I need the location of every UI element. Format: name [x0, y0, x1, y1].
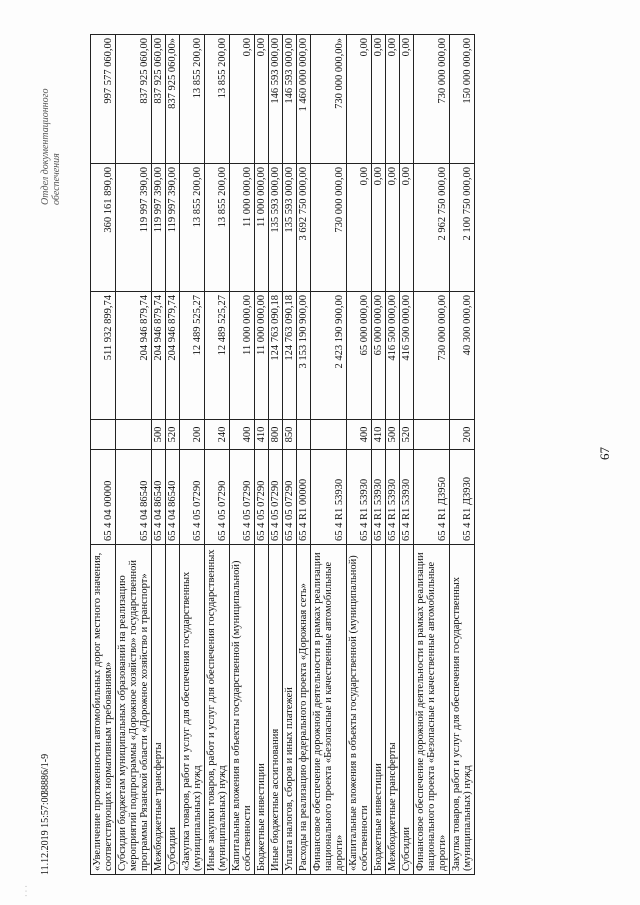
table-row — [283, 35, 297, 875]
row-value-2020-cell: 0,00 — [386, 164, 400, 292]
table-row — [311, 35, 347, 875]
row-code-cell: 65 4 04 86540 — [166, 450, 180, 545]
row-vr-cell — [311, 420, 347, 450]
row-vr-cell: 500 — [386, 420, 400, 450]
row-name-cell: Закупка товаров, работ и услуг для обеспечения государственных (муниципальных) нужд — [450, 545, 475, 875]
row-vr-cell: 410 — [372, 420, 386, 450]
row-value-2020-cell: 0,00 — [372, 164, 386, 292]
row-code-cell: 65 4 R1 53930 — [311, 450, 347, 545]
row-value-2019-cell: 12 489 525,27 — [205, 292, 230, 420]
row-value-2019-cell: 204 946 879,74 — [166, 292, 180, 420]
row-code-cell: 65 4 04 86540 — [116, 450, 152, 545]
footer-doc-code: 38886/1-9 — [40, 753, 51, 795]
row-name-cell: Иные закупки товаров, работ и услуг для обеспечения государственных (муниципальных) нужд — [205, 545, 230, 875]
row-value-2021-cell: 1 460 000 000,00 — [297, 35, 311, 164]
row-value-2019-cell: 730 000 000,00 — [414, 292, 450, 420]
row-value-2019-cell: 416 500 000,00 — [400, 292, 414, 420]
row-value-2019-cell: 416 500 000,00 — [386, 292, 400, 420]
row-value-2020-cell: 11 000 000,00 — [230, 164, 255, 292]
row-vr-cell — [91, 420, 116, 450]
row-value-2021-cell: 997 577 060,00 — [91, 35, 116, 164]
row-name-cell: Финансовое обеспечение дорожной деятельности в рамках реализации национального проекта «Безопасные и качественные автомобильные дороги» — [311, 545, 347, 875]
row-name-cell: Капитальные вложения в объекты государственной (муниципальной) собственности — [230, 545, 255, 875]
table-row — [166, 35, 180, 875]
row-value-2021-cell: 730 000 000,00 — [414, 35, 450, 164]
row-value-2019-cell: 2 423 190 900,00 — [311, 292, 347, 420]
table-row — [180, 35, 205, 875]
row-code-cell: 65 4 05 07290 — [255, 450, 269, 545]
row-value-2021-cell: 0,00 — [372, 35, 386, 164]
table-row — [205, 35, 230, 875]
row-value-2019-cell: 124 763 090,18 — [269, 292, 283, 420]
row-code-cell: 65 4 04 86540 — [152, 450, 166, 545]
row-value-2021-cell: 837 925 060,00 — [152, 35, 166, 164]
row-value-2020-cell: 360 161 890,00 — [91, 164, 116, 292]
table-row — [347, 35, 372, 875]
row-name-cell: Финансовое обеспечение дорожной деятельности в рамках реализации национального проекта «Безопасные и качественные автомобильные дороги» — [414, 545, 450, 875]
row-code-cell: 65 4 05 07290 — [205, 450, 230, 545]
row-vr-cell: 200 — [450, 420, 475, 450]
row-value-2019-cell: 511 932 899,74 — [91, 292, 116, 420]
row-value-2020-cell: 119 997 390,00 — [116, 164, 152, 292]
row-code-cell: 65 4 R1 53930 — [372, 450, 386, 545]
table-row — [372, 35, 386, 875]
row-vr-cell: 400 — [347, 420, 372, 450]
row-value-2021-cell: 730 000 000,00» — [311, 35, 347, 164]
office-stamp — [40, 88, 62, 205]
row-value-2019-cell: 3 153 190 900,00 — [297, 292, 311, 420]
table-row — [230, 35, 255, 875]
row-vr-cell: 520 — [166, 420, 180, 450]
table-row — [152, 35, 166, 875]
row-code-cell: 65 4 R1 53930 — [400, 450, 414, 545]
row-name-cell: «Увеличение протяженности автомобильных дорог местного значения, соответствующих нормативным требованиям» — [91, 545, 116, 875]
row-code-cell: 65 4 R1 53930 — [386, 450, 400, 545]
table-row — [297, 35, 311, 875]
table-row — [91, 35, 116, 875]
table-row — [450, 35, 475, 875]
row-vr-cell: 200 — [180, 420, 205, 450]
table-row — [414, 35, 450, 875]
row-name-cell: Субсидии бюджетам муниципальных образований на реализацию мероприятий подпрограммы «Дорожное хозяйство» государственной программы Рязанской области «Дорожное хозяйство и транспорт» — [116, 545, 152, 875]
row-vr-cell: 410 — [255, 420, 269, 450]
row-name-cell: Расходы на реализацию федерального проекта «Дорожная сеть» — [297, 545, 311, 875]
row-name-cell: Уплата налогов, сборов и иных платежей — [283, 545, 297, 875]
row-name-cell: «Закупка товаров, работ и услуг для обеспечения государственных (муниципальных) нужд — [180, 545, 205, 875]
row-value-2019-cell: 11 000 000,00 — [255, 292, 269, 420]
row-value-2021-cell: 0,00 — [386, 35, 400, 164]
row-value-2020-cell: 119 997 390,00 — [166, 164, 180, 292]
row-value-2021-cell: 0,00 — [400, 35, 414, 164]
stamp-line-2: обеспечения — [51, 153, 62, 205]
scan-mark: · · · — [22, 885, 31, 897]
row-name-cell: Межбюджетные трансферты — [152, 545, 166, 875]
row-name-cell: Бюджетные инвестиции — [255, 545, 269, 875]
row-vr-cell: 400 — [230, 420, 255, 450]
row-code-cell: 65 4 04 00000 — [91, 450, 116, 545]
row-code-cell: 65 4 R1 Д3950 — [414, 450, 450, 545]
row-name-cell: Субсидии — [400, 545, 414, 875]
row-value-2020-cell: 730 000 000,00 — [311, 164, 347, 292]
row-vr-cell: 520 — [400, 420, 414, 450]
row-value-2019-cell: 65 000 000,00 — [372, 292, 386, 420]
table-row — [400, 35, 414, 875]
row-name-cell: Иные бюджетные ассигнования — [269, 545, 283, 875]
row-value-2019-cell: 65 000 000,00 — [347, 292, 372, 420]
row-value-2021-cell: 13 855 200,00 — [180, 35, 205, 164]
row-value-2021-cell: 837 925 060,00 — [116, 35, 152, 164]
row-value-2020-cell: 0,00 — [400, 164, 414, 292]
stamp-line-1: Отдел документационного — [40, 88, 51, 205]
row-value-2019-cell: 204 946 879,74 — [152, 292, 166, 420]
row-code-cell: 65 4 05 07290 — [269, 450, 283, 545]
table-row — [116, 35, 152, 875]
row-vr-cell: 500 — [152, 420, 166, 450]
row-vr-cell — [116, 420, 152, 450]
row-name-cell: Бюджетные инвестиции — [372, 545, 386, 875]
row-value-2019-cell: 40 300 000,00 — [450, 292, 475, 420]
row-value-2021-cell: 13 855 200,00 — [205, 35, 230, 164]
row-value-2020-cell: 135 593 000,00 — [283, 164, 297, 292]
page-number: 67 — [597, 447, 612, 460]
row-value-2020-cell: 13 855 200,00 — [205, 164, 230, 292]
footer-timestamp: 11.12.2019 15:57:00 — [40, 792, 51, 875]
row-value-2021-cell: 0,00 — [255, 35, 269, 164]
row-value-2021-cell: 0,00 — [230, 35, 255, 164]
row-value-2021-cell: 837 925 060,00» — [166, 35, 180, 164]
row-value-2019-cell: 124 763 090,18 — [283, 292, 297, 420]
row-value-2021-cell: 146 593 000,00 — [269, 35, 283, 164]
row-name-cell: Субсидии — [166, 545, 180, 875]
row-value-2019-cell: 12 489 525,27 — [180, 292, 205, 420]
table-row — [386, 35, 400, 875]
row-value-2019-cell: 204 946 879,74 — [116, 292, 152, 420]
row-value-2020-cell: 3 692 750 000,00 — [297, 164, 311, 292]
row-vr-cell: 240 — [205, 420, 230, 450]
row-code-cell: 65 4 R1 53930 — [347, 450, 372, 545]
row-vr-cell: 800 — [269, 420, 283, 450]
row-vr-cell — [414, 420, 450, 450]
row-code-cell: 65 4 R1 Д3930 — [450, 450, 475, 545]
row-value-2020-cell: 119 997 390,00 — [152, 164, 166, 292]
table-row — [255, 35, 269, 875]
budget-table — [90, 34, 475, 875]
row-value-2021-cell: 0,00 — [347, 35, 372, 164]
row-vr-cell: 850 — [283, 420, 297, 450]
row-code-cell: 65 4 05 07290 — [230, 450, 255, 545]
row-code-cell: 65 4 05 07290 — [180, 450, 205, 545]
row-value-2020-cell: 2 962 750 000,00 — [414, 164, 450, 292]
row-value-2020-cell: 13 855 200,00 — [180, 164, 205, 292]
table-row — [269, 35, 283, 875]
row-value-2020-cell: 135 593 000,00 — [269, 164, 283, 292]
row-name-cell: «Капитальные вложения в объекты государственной (муниципальной) собственности — [347, 545, 372, 875]
row-name-cell: Межбюджетные трансферты — [386, 545, 400, 875]
row-value-2019-cell: 11 000 000,00 — [230, 292, 255, 420]
row-value-2021-cell: 146 593 000,00 — [283, 35, 297, 164]
row-code-cell: 65 4 R1 00000 — [297, 450, 311, 545]
row-value-2020-cell: 11 000 000,00 — [255, 164, 269, 292]
row-value-2021-cell: 150 000 000,00 — [450, 35, 475, 164]
row-vr-cell — [297, 420, 311, 450]
row-value-2020-cell: 0,00 — [347, 164, 372, 292]
row-code-cell: 65 4 05 07290 — [283, 450, 297, 545]
row-value-2020-cell: 2 100 750 000,00 — [450, 164, 475, 292]
